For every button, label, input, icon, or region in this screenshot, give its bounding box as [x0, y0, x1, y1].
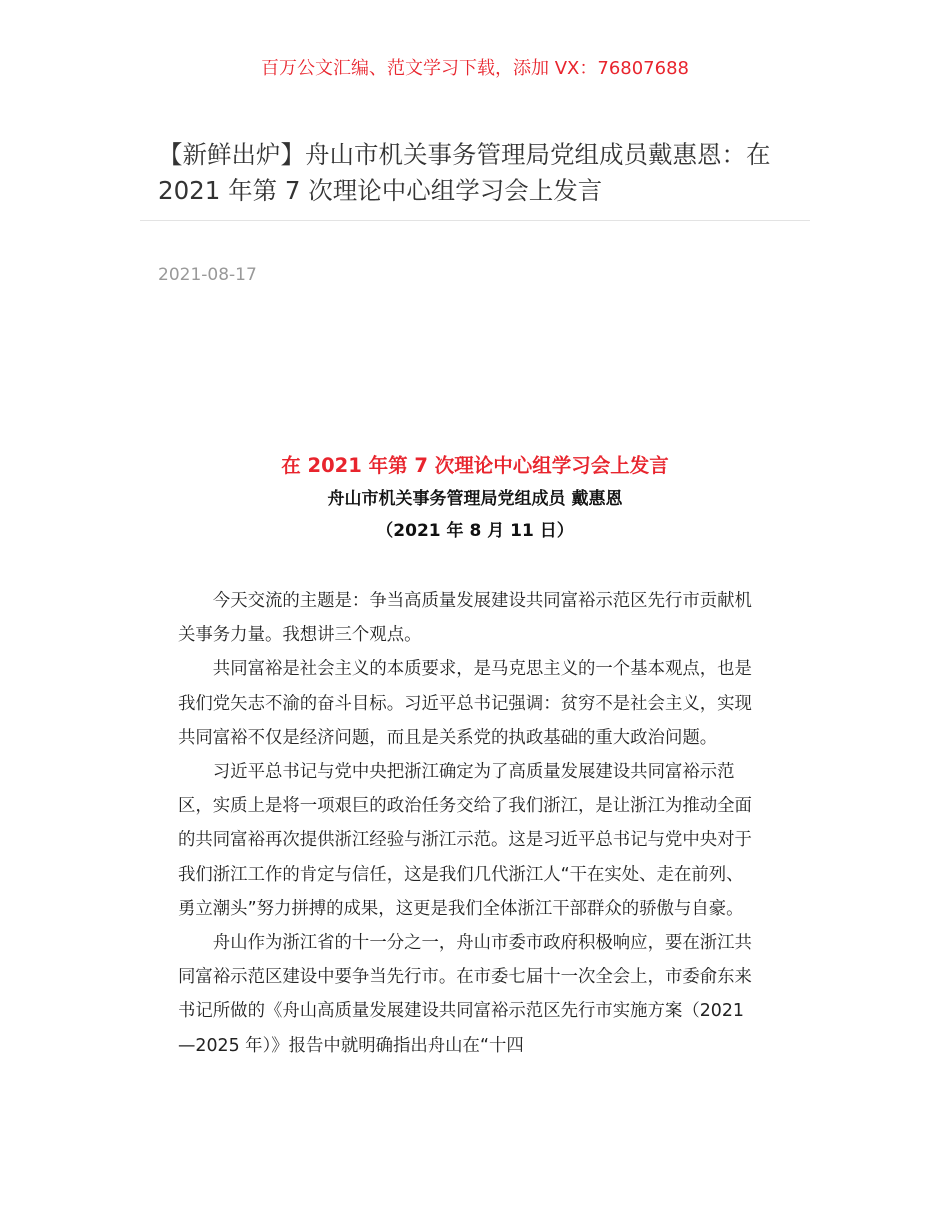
speech-date: （2021 年 8 月 11 日） — [376, 521, 574, 541]
body-paragraph: 共同富裕是社会主义的本质要求，是马克思主义的一个基本观点，也是我们党矢志不渝的奋斗目标。习近平总书记强调：贫穷不是社会主义，实现共同富裕不仅是经济问题，而且是关系党的执政基础的重大政治问题。 — [178, 659, 752, 748]
body-paragraph: 舟山作为浙江省的十一分之一，舟山市委市政府积极响应，要在浙江共同富裕示范区建设中要争当先行市。在市委七届十一次全会上，市委俞东来书记所做的《舟山高质量发展建设共同富裕示范区先行市实施方案（2021—2025 年）》报告中就明确指出舟山在“十四 — [178, 933, 752, 1056]
speech-author: 舟山市机关事务管理局党组成员 戴惠恩 — [327, 489, 623, 509]
publish-date: 2021-08-17 — [158, 265, 257, 285]
article-title: 【新鲜出炉】舟山市机关事务管理局党组成员戴惠恩：在 2021 年第 7 次理论中心组学习会上发言 — [158, 140, 771, 205]
promo-banner: 百万公文汇编、范文学习下载，添加 VX：76807688 — [261, 58, 689, 79]
body-paragraph: 习近平总书记与党中央把浙江确定为了高质量发展建设共同富裕示范区，实质上是将一项艰巨的政治任务交给了我们浙江，是让浙江为推动全面的共同富裕再次提供浙江经验与浙江示范。这是习近平总书记与党中央对于我们浙江工作的肯定与信任，这是我们几代浙江人“干在实处、走在前列、勇立潮头”努力拼搏的成果，这更是我们全体浙江干部群众的骄傲与自豪。 — [178, 762, 752, 919]
speech-title: 在 2021 年第 7 次理论中心组学习会上发言 — [281, 454, 669, 477]
body-paragraph: 今天交流的主题是：争当高质量发展建设共同富裕示范区先行市贡献机关事务力量。我想讲三个观点。 — [178, 591, 752, 646]
article-body — [178, 584, 758, 1063]
title-divider — [140, 220, 810, 221]
